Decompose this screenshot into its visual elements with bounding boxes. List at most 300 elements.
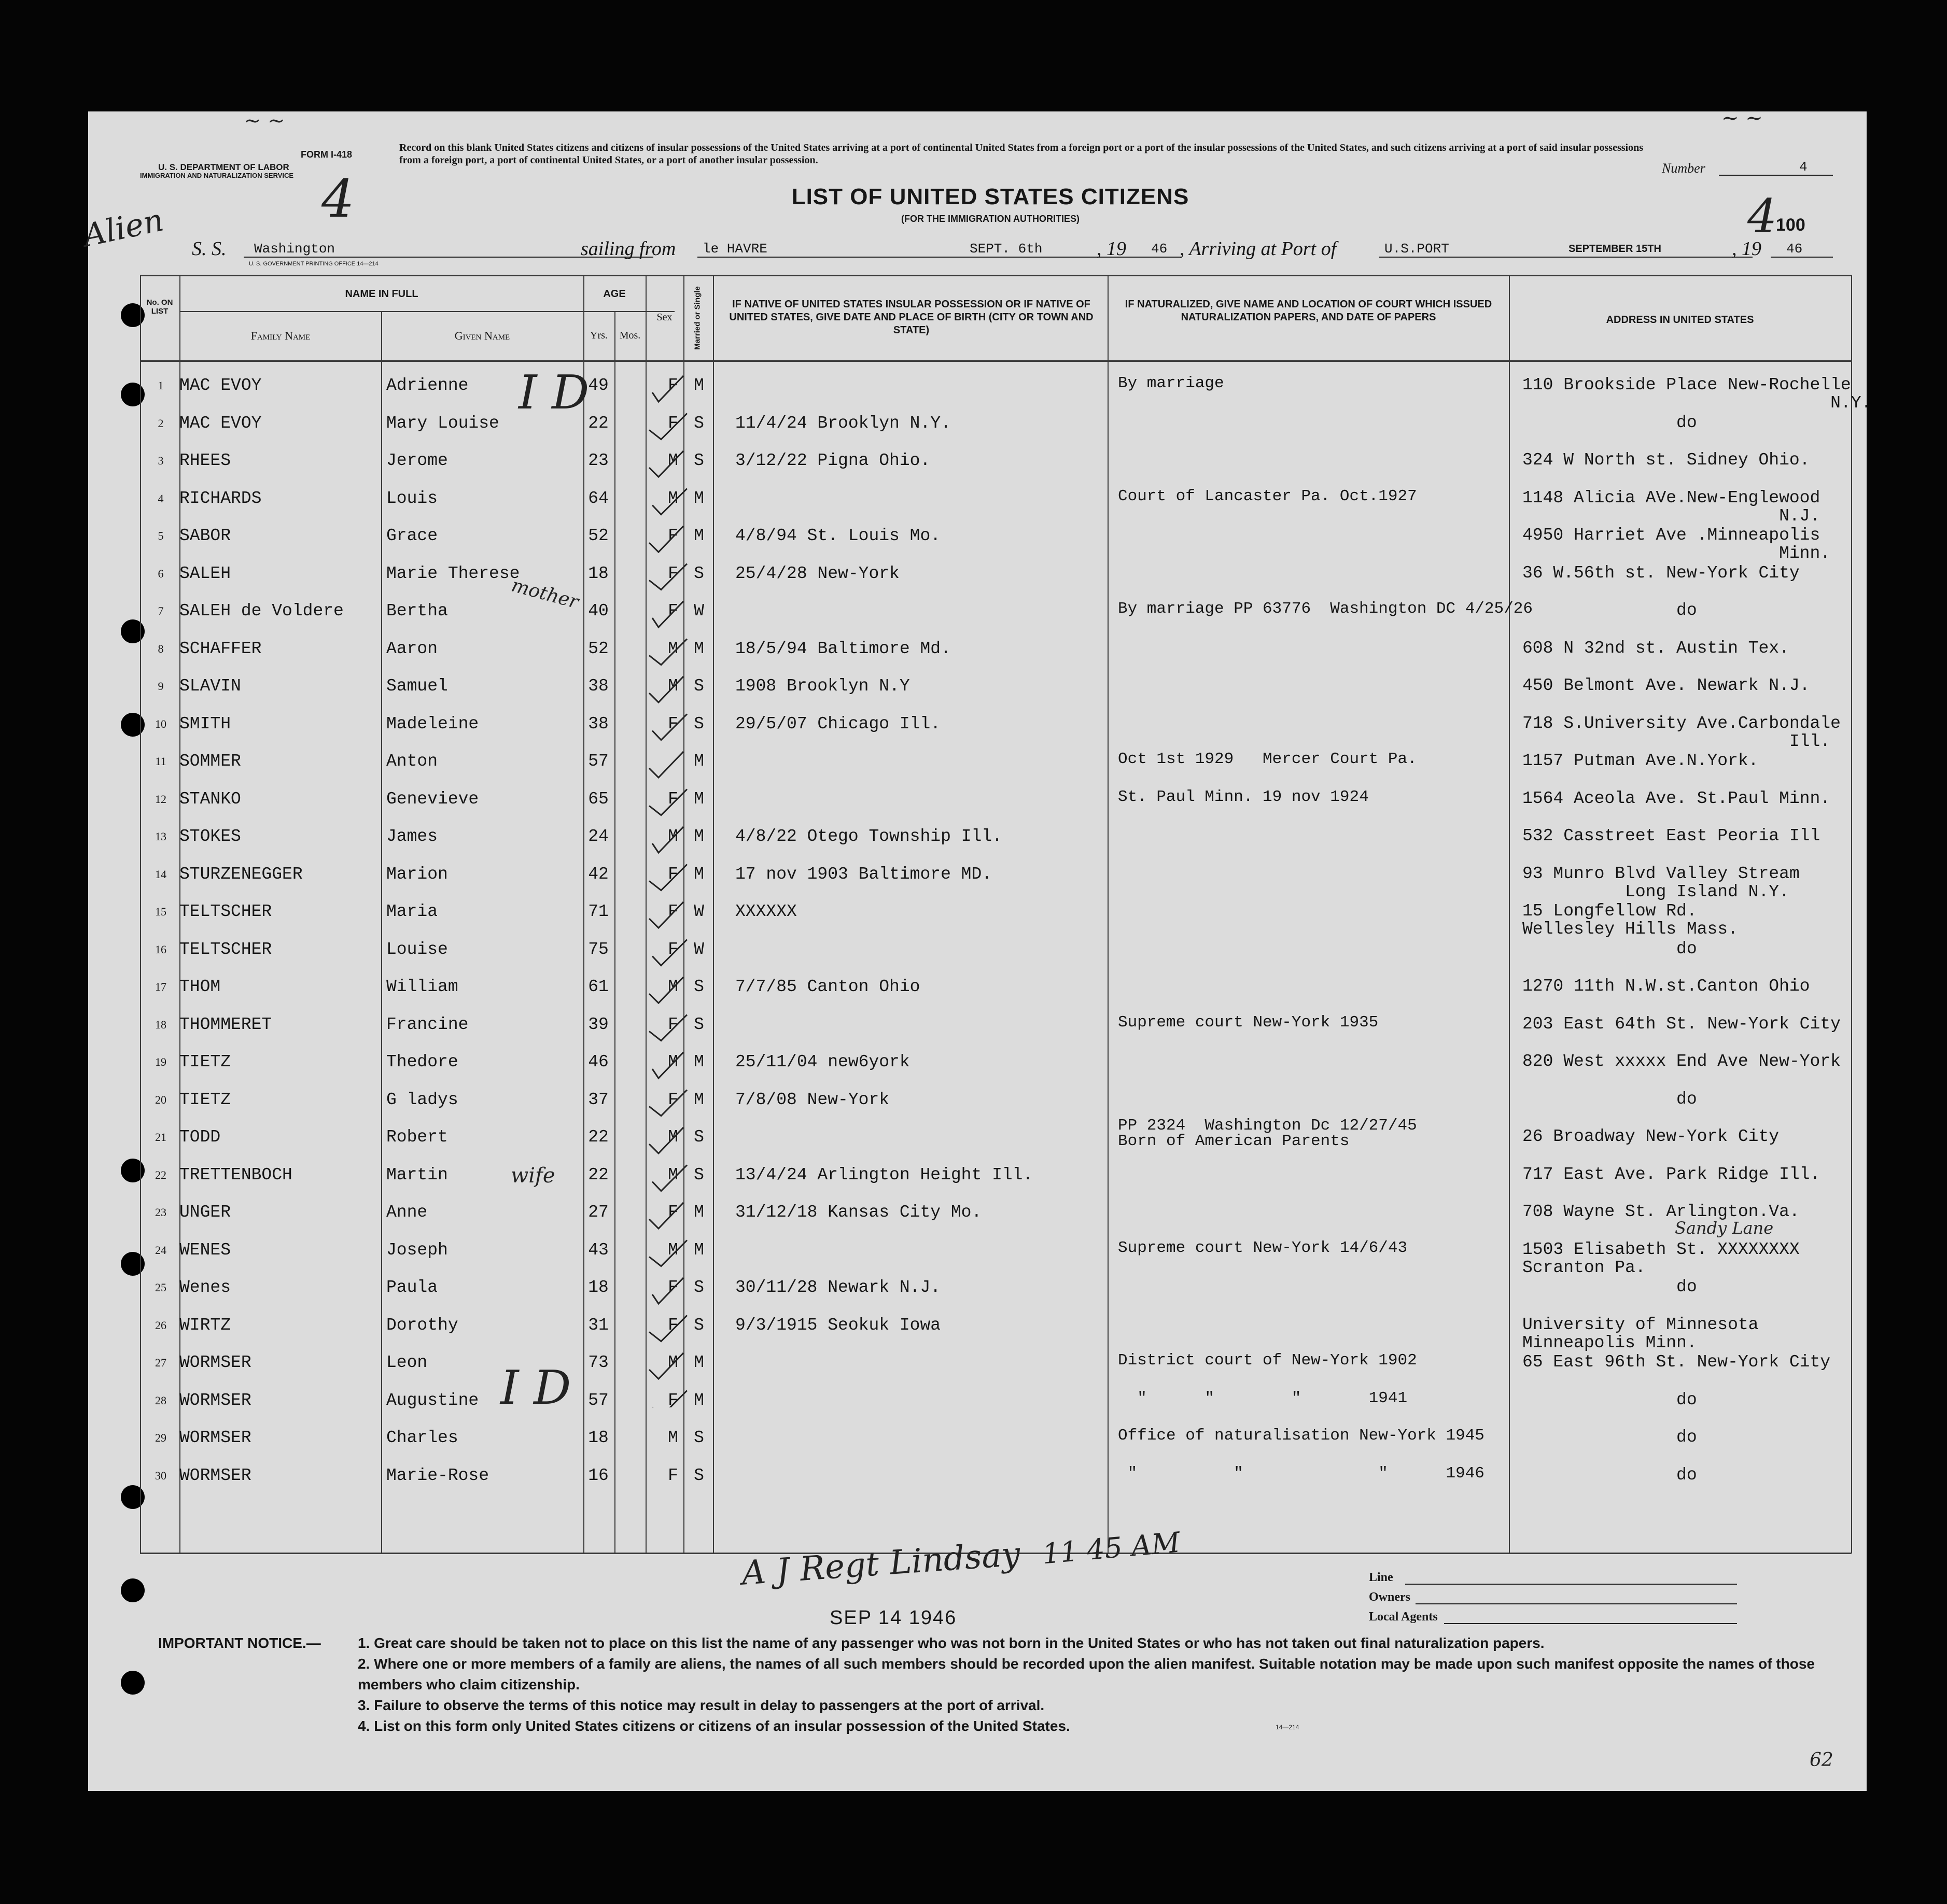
- family-name: SCHAFFER: [179, 639, 262, 658]
- birth-date-place: 4/8/94 St. Louis Mo.: [735, 526, 941, 545]
- us-address: do: [1522, 1465, 1697, 1485]
- header-age: AGE: [603, 288, 626, 300]
- marital-status: M: [694, 1240, 704, 1260]
- us-address: 110 Brookside Place New-Rochelle N.Y.: [1522, 375, 1872, 413]
- row-number: 11: [155, 755, 166, 768]
- given-name: Jerome: [386, 451, 448, 470]
- family-name: STURZENEGGER: [179, 864, 303, 884]
- form-number: FORM I-418: [301, 149, 353, 160]
- table-row: [88, 1052, 1867, 1090]
- sex: F: [668, 1465, 678, 1485]
- naturalization: " " " 1946: [1118, 1464, 1484, 1483]
- marital-status: S: [694, 1278, 704, 1297]
- age-years: 65: [588, 789, 609, 809]
- check-mark: [652, 714, 687, 740]
- signoff-owners-underline: [1416, 1603, 1737, 1604]
- age-years: 40: [588, 601, 609, 620]
- row-number: 22: [155, 1168, 166, 1181]
- naturalization: By marriage: [1118, 374, 1224, 392]
- given-name: Louise: [386, 939, 448, 959]
- header-birth: IF NATIVE OF UNITED STATES INSULAR POSSESSION OR IF NATIVE OF UNITED STATES, GIVE DATE AND PLACE OF BIRTH (CITY OR TOWN AND STATE): [729, 299, 1094, 336]
- check-mark: [652, 1391, 687, 1408]
- row-number: 18: [155, 1018, 166, 1031]
- given-name: Martin: [386, 1165, 448, 1184]
- age-years: 38: [588, 676, 609, 696]
- number-underline: [1719, 175, 1833, 176]
- date-from: SEPT. 6th: [970, 241, 1043, 257]
- age-years: 38: [588, 714, 609, 734]
- marital-status: M: [694, 1090, 704, 1109]
- ss-label: S. S.: [192, 238, 227, 260]
- check-mark: [649, 1090, 687, 1116]
- table-row: [88, 902, 1867, 940]
- sex: M: [668, 451, 678, 470]
- marital-status: M: [694, 1353, 704, 1372]
- age-years: 73: [588, 1353, 609, 1372]
- inspector-signature: A J Regt Lindsay: [740, 1535, 1021, 1593]
- birth-date-place: 3/12/22 Pigna Ohio.: [735, 451, 931, 470]
- year-from: 46: [1151, 241, 1168, 257]
- check-mark: [649, 865, 687, 891]
- check-mark: [649, 676, 683, 702]
- marital-status: M: [694, 526, 704, 545]
- sex: F: [668, 563, 678, 583]
- naturalization: Court of Lancaster Pa. Oct.1927: [1118, 487, 1417, 505]
- given-name: Anton: [386, 752, 438, 771]
- family-name: WIRTZ: [179, 1315, 231, 1335]
- check-mark: [652, 827, 683, 853]
- family-name: WORMSER: [179, 1390, 251, 1410]
- us-address: do: [1522, 939, 1697, 958]
- given-name: Samuel: [386, 676, 448, 696]
- notice-label: IMPORTANT NOTICE.—: [158, 1635, 321, 1651]
- header-sex: Sex: [656, 312, 673, 323]
- notice-items: [358, 1633, 1846, 1737]
- family-name: THOM: [179, 977, 221, 996]
- check-mark: [649, 977, 683, 1003]
- header-given-name: Given Name: [454, 329, 510, 342]
- family-name: MAC EVOY: [179, 376, 262, 395]
- table-row: [88, 1316, 1867, 1353]
- form-instruction: Record on this blank United States citizens and citizens of insular possessions of the United States arriving at a port of continental United States from a foreign port or a port of the insular possessions of the United States, and such citizens arriving at a port of said insular possessions from a foreign port, a port of continental United States, or a port of another insular possession.: [399, 142, 1643, 166]
- given-name: Adrienne: [386, 376, 469, 395]
- list-title: LIST OF UNITED STATES CITIZENS: [791, 184, 1189, 209]
- marital-status: S: [694, 676, 704, 696]
- birth-date-place: 25/11/04 new6york: [735, 1052, 910, 1071]
- marital-status: S: [694, 1465, 704, 1485]
- age-years: 22: [588, 1127, 609, 1147]
- number-value: 4: [1799, 159, 1808, 175]
- given-name: Genevieve: [386, 789, 479, 809]
- naturalization: " " " 1941: [1118, 1389, 1408, 1407]
- us-address: 532 Casstreet East Peoria Ill: [1522, 826, 1820, 845]
- age-years: 71: [588, 902, 609, 921]
- given-name: Grace: [386, 526, 438, 545]
- check-mark: [652, 601, 683, 627]
- us-address: 203 East 64th St. New-York City: [1522, 1014, 1841, 1034]
- given-name: Anne: [386, 1203, 428, 1222]
- us-address: 450 Belmont Ave. Newark N.J.: [1522, 676, 1810, 695]
- us-address: 36 W.56th st. New-York City: [1522, 563, 1800, 583]
- given-name: Louis: [386, 488, 438, 508]
- us-address: do: [1522, 1428, 1697, 1447]
- marital-status: S: [694, 1127, 704, 1147]
- us-address: 1503 Elisabeth St. XXXXXXXX Scranton Pa.: [1522, 1239, 1800, 1277]
- row-number: 13: [155, 830, 166, 843]
- sex: F: [668, 1278, 678, 1297]
- date-from-underline: [964, 257, 1182, 258]
- family-name: STANKO: [179, 789, 241, 809]
- header-yrs: Yrs.: [590, 330, 608, 341]
- table-row: [88, 789, 1867, 827]
- sex: M: [668, 639, 678, 658]
- table-row: [88, 676, 1867, 714]
- given-name: Paula: [386, 1278, 438, 1297]
- marital-status: S: [694, 1014, 704, 1034]
- row-number: 7: [158, 604, 164, 617]
- naturalization: By marriage PP 63776 Washington DC 4/25/26: [1118, 600, 1533, 618]
- number-label: Number: [1662, 161, 1705, 176]
- given-name: G ladys: [386, 1090, 458, 1109]
- check-mark: [649, 1353, 683, 1379]
- table-row: [88, 1278, 1867, 1316]
- marital-status: S: [694, 1165, 704, 1184]
- check-marks: [638, 371, 710, 1407]
- sex: F: [668, 526, 678, 545]
- age-years: 18: [588, 1428, 609, 1447]
- family-name: SOMMER: [179, 752, 241, 771]
- birth-date-place: 7/7/85 Canton Ohio: [735, 977, 920, 996]
- check-mark: [652, 1278, 683, 1304]
- age-years: 22: [588, 1165, 609, 1184]
- family-name: TIETZ: [179, 1090, 231, 1109]
- signoff-line-underline: [1405, 1584, 1737, 1585]
- table-row: [88, 489, 1867, 527]
- birth-date-place: 13/4/24 Arlington Height Ill.: [735, 1165, 1033, 1184]
- marital-status: M: [694, 1390, 704, 1410]
- given-name: Augustine: [386, 1390, 479, 1410]
- given-name: Bertha: [386, 601, 448, 620]
- age-years: 37: [588, 1090, 609, 1109]
- table-row: [88, 714, 1867, 752]
- footer-code: 14—214: [1276, 1724, 1299, 1731]
- table-top-border: [140, 275, 1851, 276]
- table-row: [88, 526, 1867, 564]
- family-name: SALEH: [179, 563, 231, 583]
- us-address: 65 East 96th St. New-York City: [1522, 1352, 1831, 1372]
- sex: F: [668, 413, 678, 433]
- sex: F: [668, 939, 678, 959]
- us-address: do: [1522, 413, 1697, 432]
- given-name: Charles: [386, 1428, 458, 1447]
- sex: F: [668, 1090, 678, 1109]
- marital-status: S: [694, 413, 704, 433]
- given-name: Aaron: [386, 639, 438, 658]
- signoff-agents-label: Local Agents: [1369, 1610, 1438, 1624]
- sex: F: [668, 1315, 678, 1335]
- marital-status: W: [694, 939, 704, 959]
- check-mark: [649, 1240, 687, 1266]
- age-years: 57: [588, 1390, 609, 1410]
- signoff-agents-underline: [1444, 1623, 1737, 1624]
- marital-status: M: [694, 488, 704, 508]
- sex: M: [668, 827, 678, 846]
- table-row: [88, 601, 1867, 639]
- naturalization: Supreme court New-York 1935: [1118, 1013, 1379, 1032]
- handwritten-list-number: 4: [321, 168, 355, 229]
- table-row: [88, 1466, 1867, 1504]
- us-address: 15 Longfellow Rd. Wellesley Hills Mass.: [1522, 901, 1738, 939]
- us-address: 1148 Alicia AVe.New-Englewood N.J.: [1522, 488, 1820, 526]
- us-address: 708 Wayne St. Arlington.Va.: [1522, 1202, 1800, 1221]
- family-name: SLAVIN: [179, 676, 241, 696]
- marital-status: M: [694, 639, 704, 658]
- header-address: ADDRESS IN UNITED STATES: [1606, 314, 1754, 326]
- us-address: University of Minnesota Minneapolis Minn.: [1522, 1315, 1759, 1352]
- year-prefix-to: , 19: [1732, 238, 1761, 260]
- handwritten-mother: mother: [509, 574, 581, 613]
- table-row: [88, 1203, 1867, 1240]
- total-count: 100: [1776, 215, 1805, 235]
- check-mark: [649, 752, 683, 778]
- sex: F: [668, 1014, 678, 1034]
- row-number: 25: [155, 1281, 166, 1294]
- handwritten-right-number: 4: [1747, 189, 1777, 244]
- age-years: 75: [588, 939, 609, 959]
- marital-status: M: [694, 752, 704, 771]
- service-name: IMMIGRATION AND NATURALIZATION SERVICE: [140, 172, 294, 179]
- age-years: 57: [588, 752, 609, 771]
- birth-date-place: 29/5/07 Chicago Ill.: [735, 714, 941, 734]
- us-address: 324 W North st. Sidney Ohio.: [1522, 450, 1810, 470]
- age-years: 42: [588, 864, 609, 884]
- check-mark: [649, 564, 687, 590]
- row-number: 8: [158, 642, 164, 655]
- header-married-single: Married or Single: [693, 286, 702, 350]
- port-to: U.S.PORT: [1384, 241, 1449, 257]
- sex: M: [668, 1353, 678, 1372]
- name-header-rule: [179, 311, 675, 312]
- table-row: [88, 564, 1867, 602]
- row-number: 21: [155, 1131, 166, 1144]
- list-subtitle: (FOR THE IMMIGRATION AUTHORITIES): [901, 214, 1080, 224]
- family-name: SALEH de Voldere: [179, 601, 344, 620]
- us-address: do: [1522, 1089, 1697, 1109]
- age-years: 16: [588, 1465, 609, 1485]
- marital-status: S: [694, 563, 704, 583]
- marital-status: S: [694, 1428, 704, 1447]
- given-name: Francine: [386, 1014, 469, 1034]
- sex: M: [668, 676, 678, 696]
- table-row: [88, 827, 1867, 865]
- family-name: WENES: [179, 1240, 231, 1260]
- given-name: Leon: [386, 1353, 428, 1372]
- year-to-underline: [1771, 257, 1833, 258]
- date-to: SEPTEMBER 15TH: [1568, 243, 1661, 255]
- table-row: [88, 1015, 1867, 1053]
- row-number: 20: [155, 1093, 166, 1106]
- check-mark: [652, 489, 687, 515]
- given-name: Marie Therese: [386, 563, 520, 583]
- top-marks-right: ~ ~: [1721, 106, 1763, 130]
- row-number: 23: [155, 1206, 166, 1219]
- family-name: RICHARDS: [179, 488, 262, 508]
- manifest-page: [80, 106, 1872, 1791]
- sex: M: [668, 1240, 678, 1260]
- birth-date-place: 11/4/24 Brooklyn N.Y.: [735, 413, 951, 433]
- row-number: 5: [158, 529, 164, 542]
- naturalization: District court of New-York 1902: [1118, 1351, 1417, 1370]
- row-number: 16: [155, 942, 166, 956]
- us-address: 4950 Harriet Ave .Minneapolis Minn.: [1522, 526, 1831, 563]
- table-row: [88, 1117, 1867, 1165]
- given-name: James: [386, 827, 438, 846]
- us-address: 1270 11th N.W.st.Canton Ohio: [1522, 977, 1810, 996]
- family-name: UNGER: [179, 1203, 231, 1222]
- us-address: do: [1522, 601, 1697, 620]
- check-mark: [649, 639, 687, 665]
- row-number: 17: [155, 980, 166, 993]
- table-row: [88, 977, 1867, 1015]
- naturalization: Supreme court New-York 14/6/43: [1118, 1238, 1408, 1257]
- row-number: 27: [155, 1356, 166, 1369]
- age-years: 52: [588, 639, 609, 658]
- check-mark: [649, 1015, 687, 1041]
- check-mark: [652, 940, 687, 966]
- birth-date-place: 25/4/28 New-York: [735, 563, 900, 583]
- given-name: Thedore: [386, 1052, 458, 1071]
- marital-status: M: [694, 827, 704, 846]
- check-mark: [649, 1203, 683, 1229]
- row-number: 1: [158, 379, 164, 392]
- sex: F: [668, 864, 678, 884]
- age-years: 31: [588, 1315, 609, 1335]
- family-name: WORMSER: [179, 1428, 251, 1447]
- check-mark: [652, 1052, 683, 1078]
- marital-status: M: [694, 376, 704, 395]
- age-years: 27: [588, 1203, 609, 1222]
- header-bottom-rule: [140, 360, 1851, 362]
- year-prefix-from: , 19: [1097, 238, 1126, 260]
- arrival-time: 11 45 AM: [1041, 1526, 1182, 1571]
- family-name: TELTSCHER: [179, 902, 272, 921]
- sex: M: [668, 488, 678, 508]
- naturalization: St. Paul Minn. 19 nov 1924: [1118, 787, 1369, 806]
- check-mark: [652, 1165, 687, 1191]
- row-number: 15: [155, 905, 166, 918]
- family-name: THOMMERET: [179, 1014, 272, 1034]
- check-mark: [649, 451, 683, 477]
- birth-date-place: 7/8/08 New-York: [735, 1090, 890, 1109]
- punch-hole: [121, 1671, 145, 1695]
- port-from: le HAVRE: [703, 241, 767, 257]
- us-address: 93 Munro Blvd Valley Stream Long Island N.Y.: [1522, 864, 1800, 901]
- family-name: TELTSCHER: [179, 939, 272, 959]
- check-mark: [652, 376, 683, 402]
- row-number: 30: [155, 1469, 166, 1482]
- header-no-on-list: No. ON LIST: [146, 298, 173, 316]
- table-row: [88, 1165, 1867, 1203]
- check-mark: [649, 1316, 687, 1342]
- row-number: 14: [155, 867, 166, 881]
- sex: F: [668, 601, 678, 620]
- us-address: do: [1522, 1277, 1697, 1296]
- handwritten-id-mark: I D: [519, 365, 590, 420]
- us-address: 718 S.University Ave.Carbondale Ill.: [1522, 713, 1841, 751]
- marital-status: S: [694, 714, 704, 734]
- row-number: 10: [155, 717, 166, 730]
- birth-date-place: 17 nov 1903 Baltimore MD.: [735, 864, 992, 884]
- given-name: Joseph: [386, 1240, 448, 1260]
- us-address: 26 Broadway New-York City: [1522, 1127, 1780, 1146]
- age-years: 18: [588, 563, 609, 583]
- family-name: Wenes: [179, 1278, 231, 1297]
- row-number: 2: [158, 416, 164, 430]
- punch-hole: [121, 1578, 145, 1602]
- birth-date-place: 1908 Brooklyn N.Y: [735, 676, 910, 696]
- check-mark: [649, 1127, 683, 1153]
- birth-date-place: 30/11/28 Newark N.J.: [735, 1278, 941, 1297]
- age-years: 46: [588, 1052, 609, 1071]
- signoff-line-label: Line: [1369, 1571, 1393, 1584]
- sex: M: [668, 1127, 678, 1147]
- row-number: 19: [155, 1055, 166, 1068]
- table-row: [88, 752, 1867, 789]
- check-mark: [649, 789, 687, 815]
- sex: M: [668, 977, 678, 996]
- table-row: [88, 865, 1867, 902]
- notice-item: 1. Great care should be taken not to place on this list the name of any passenger who was not born in the United States or who has not taken out final naturalization papers.: [358, 1635, 1545, 1651]
- row-number: 26: [155, 1318, 166, 1332]
- us-address: 608 N 32nd st. Austin Tex.: [1522, 638, 1789, 658]
- us-address: 820 West xxxxx End Ave New-York: [1522, 1052, 1841, 1071]
- sex: F: [668, 376, 678, 395]
- table-row: [88, 1428, 1867, 1466]
- sex: M: [668, 1165, 678, 1184]
- row-number: 4: [158, 491, 164, 505]
- marital-status: S: [694, 977, 704, 996]
- birth-date-place: 4/8/22 Otego Township Ill.: [735, 827, 1002, 846]
- family-name: WORMSER: [179, 1465, 251, 1485]
- birth-date-place: 18/5/94 Baltimore Md.: [735, 639, 951, 658]
- family-name: STOKES: [179, 827, 241, 846]
- marital-status: M: [694, 1203, 704, 1222]
- row-number: 28: [155, 1393, 166, 1407]
- row-number: 12: [155, 792, 166, 806]
- check-mark: [649, 526, 683, 552]
- age-years: 52: [588, 526, 609, 545]
- age-years: 18: [588, 1278, 609, 1297]
- marital-status: M: [694, 864, 704, 884]
- notice-item: 2. Where one or more members of a family are aliens, the names of all such members should be recorded upon the alien manifest. Suitable notation may be made upon such manifest opposite the names of those members who claim citizenship.: [358, 1656, 1815, 1693]
- family-name: TODD: [179, 1127, 221, 1147]
- table-row: [88, 1240, 1867, 1278]
- handwritten-alien: Alien: [80, 202, 167, 255]
- sex: F: [668, 902, 678, 921]
- check-mark: [649, 414, 687, 440]
- age-years: 23: [588, 451, 609, 470]
- naturalization: Office of naturalisation New-York 1945: [1118, 1427, 1484, 1445]
- header-mos: Mos.: [619, 330, 641, 341]
- birth-date-place: 31/12/18 Kansas City Mo.: [735, 1203, 982, 1222]
- given-name: Mary Louise: [386, 413, 499, 433]
- sex: F: [668, 714, 678, 734]
- printer-mark: U. S. GOVERNMENT PRINTING OFFICE 14—214: [249, 261, 379, 267]
- page-number: 62: [1810, 1750, 1833, 1771]
- age-years: 43: [588, 1240, 609, 1260]
- marital-status: S: [694, 451, 704, 470]
- table-row: [88, 374, 1872, 414]
